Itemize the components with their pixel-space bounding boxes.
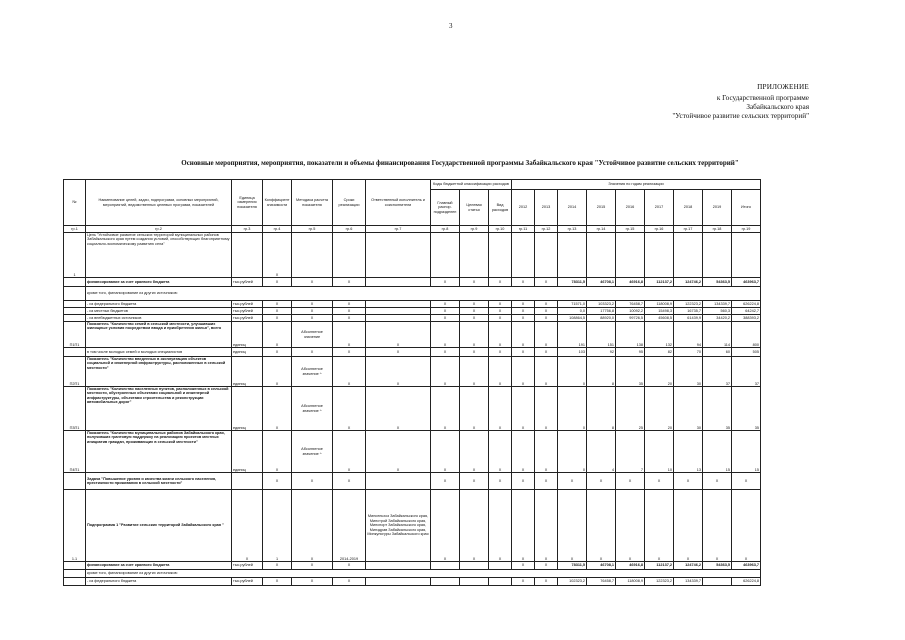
row-unit: тыс.рублей: [232, 578, 263, 586]
cell: Х: [489, 308, 512, 315]
cell: Х: [460, 473, 489, 490]
cell: 95: [616, 348, 645, 357]
cell: 78311,5: [558, 278, 587, 287]
col-number: гр.13: [558, 226, 587, 233]
cell: 463963,7: [732, 278, 761, 287]
col-number: гр.1: [64, 226, 86, 233]
header-year-2013: 2013: [535, 190, 558, 226]
cell: Х: [489, 431, 512, 473]
cell: 35: [616, 357, 645, 387]
cell: Х: [512, 301, 535, 308]
row-label: кроме того, финансирование из других источников:: [86, 570, 761, 578]
cell: Х: [512, 562, 535, 570]
cell: 37: [703, 357, 732, 387]
cell: Х: [431, 473, 460, 490]
cell: Х: [489, 357, 512, 387]
cell: 46708,1: [587, 562, 616, 570]
document-title: Основные мероприятия, мероприятия, показатели и объемы финансирования Государственной программы Забайкальского края "Устойчивое развитие сельских территорий": [181, 159, 739, 167]
cell: Х: [333, 357, 366, 387]
cell: 4: [587, 431, 616, 473]
cell: 46916,8: [616, 278, 645, 287]
indicator-num: П2П1: [64, 357, 86, 387]
table-row: [64, 301, 761, 308]
header-year-2018: 2018: [674, 190, 703, 226]
cell: 626224,8: [732, 301, 761, 308]
indicator-num: П1П1: [64, 322, 86, 348]
table-row: [64, 490, 761, 562]
cell: Х: [558, 490, 587, 562]
cell: Абсолютное значение ^: [292, 387, 333, 431]
goal-name: Цель "Устойчивое развитие сельских территорий муниципальных районов Забайкальского края путем создания условий, способствующих благоприятному социально-экономическому развитию села": [86, 233, 232, 278]
cell: Х: [535, 322, 558, 348]
row-unit: тыс.рублей: [232, 562, 263, 570]
cell: Х: [732, 490, 761, 562]
cell: Х: [489, 278, 512, 287]
cell: 0,0: [558, 308, 587, 315]
cell: Х: [512, 387, 535, 431]
cell: 151: [587, 322, 616, 348]
cell: Х: [333, 562, 366, 570]
cell: Х: [333, 578, 366, 586]
cell: Х: [292, 578, 333, 586]
cell: 0: [558, 357, 587, 387]
header-code-type: Вид расходов: [489, 190, 512, 226]
subprogram-num: 1.1: [64, 490, 86, 562]
task-name: Задача "Повышение уровня и качества жизни сельского населения, престижности проживания в сельской местности": [86, 473, 232, 490]
cell: 35: [732, 387, 761, 431]
table-row: [64, 562, 761, 570]
cell: 37: [732, 357, 761, 387]
col-number: гр.7: [366, 226, 431, 233]
cell: Х: [535, 490, 558, 562]
cell: 2014-2019: [333, 490, 366, 562]
cell: 505: [732, 348, 761, 357]
cell: Х: [535, 473, 558, 490]
cell: 15: [732, 431, 761, 473]
cell: Х: [460, 278, 489, 287]
cell: Х: [460, 348, 489, 357]
row-unit: тыс.рублей: [232, 315, 263, 322]
cell: 46708,1: [587, 278, 616, 287]
header-codes: Коды бюджетной классификации расходов: [431, 180, 512, 190]
cell: 46916,8: [616, 562, 645, 570]
header-years-group: Значения по годам реализации: [512, 180, 761, 190]
indicator-name: Показатель "Количество населенных пунктов, расположенных в сельской местности, обустроенных объектами социальной и инженерной инфраструктуры, объектами строительства и реконструкции автомобильных дорог": [86, 387, 232, 431]
header-total: Итого: [732, 190, 761, 226]
cell: 560,3: [703, 308, 732, 315]
col-number: гр.17: [674, 226, 703, 233]
cell: Х: [674, 473, 703, 490]
cell: Абсолютное значение: [292, 322, 333, 348]
cell: Х: [535, 308, 558, 315]
cell: 16735,7: [674, 308, 703, 315]
header-method: Методика расчета показателя: [292, 180, 333, 226]
cell: 15: [703, 431, 732, 473]
cell: Х: [616, 490, 645, 562]
cell: Х: [489, 301, 512, 308]
cell: Х: [535, 315, 558, 322]
col-number: гр.6: [333, 226, 366, 233]
cell: 134339,7: [674, 578, 703, 586]
cell: Х: [489, 490, 512, 562]
cell: Абсолютное значение ^: [292, 431, 333, 473]
table-row: [64, 387, 761, 431]
cell: Х: [587, 490, 616, 562]
cell: Х: [366, 431, 431, 473]
cell: Х: [460, 315, 489, 322]
cell: 103: [558, 348, 587, 357]
cell: Х: [431, 301, 460, 308]
cell: 99726,5: [616, 315, 645, 322]
cell: 103323,2: [587, 301, 616, 308]
cell: 60: [703, 348, 732, 357]
goal-num: 1: [64, 233, 86, 278]
cell: Х: [535, 348, 558, 357]
cell: 88920,0: [587, 315, 616, 322]
cell: Х: [732, 473, 761, 490]
cell: Х: [645, 473, 674, 490]
header-num: №: [64, 180, 86, 226]
cell: Х: [263, 301, 292, 308]
row-unit: единиц: [232, 348, 263, 357]
subprogram-name: Подпрограмма 1 "Развитие сельских территорий Забайкальского края ": [86, 490, 232, 562]
column-number-row: [64, 226, 761, 233]
row-label: - из местных бюджетов: [86, 308, 232, 315]
cell: 122323,2: [674, 301, 703, 308]
col-number: гр.18: [703, 226, 732, 233]
cell: Х: [489, 322, 512, 348]
cell: Х: [587, 473, 616, 490]
indicator-num: П4П1: [64, 431, 86, 473]
row-label: финансирование за счет краевого бюджета: [86, 278, 232, 287]
cell: Х: [535, 301, 558, 308]
table-row: [64, 431, 761, 473]
appendix-heading: ПРИЛОЖЕНИЕ: [757, 83, 809, 91]
table-row: [64, 233, 761, 278]
cell: Х: [333, 322, 366, 348]
table-row: [64, 322, 761, 348]
table-row: [64, 578, 761, 586]
cell: Х: [460, 490, 489, 562]
cell: 8: [587, 387, 616, 431]
row-label: - из федерального бюджета: [86, 578, 232, 586]
cell: Х: [512, 473, 535, 490]
cell: Х: [512, 315, 535, 322]
cell: 102323,2: [558, 578, 587, 586]
cell: Х: [333, 473, 366, 490]
cell: Х: [460, 387, 489, 431]
cell: 13: [674, 431, 703, 473]
header-year-2015: 2015: [587, 190, 616, 226]
cell: 0: [558, 387, 587, 431]
cell: Х: [460, 301, 489, 308]
cell: Х: [366, 357, 431, 387]
row-unit: тыс.рублей: [232, 278, 263, 287]
cell: Х: [333, 315, 366, 322]
cell: 122323,2: [645, 578, 674, 586]
cell: Х: [460, 308, 489, 315]
cell: 82: [645, 348, 674, 357]
header-unit: Единица измерения показателя: [232, 180, 263, 226]
cell: Х: [703, 473, 732, 490]
cell: Х: [263, 357, 292, 387]
cell: 191: [558, 322, 587, 348]
cell: 388393,2: [732, 315, 761, 322]
cell: Х: [674, 490, 703, 562]
indicator-num: П3П1: [64, 387, 86, 431]
cell: 71571,0: [558, 301, 587, 308]
indicator-name: Показатель "Количество муниципальных районов Забайкальского края, получивших грантовую поддержку на реализацию проектов местных инициатив граждан, проживающих в сельской местности": [86, 431, 232, 473]
cell: 17756,8: [587, 308, 616, 315]
cell: 20: [645, 357, 674, 387]
row-unit: единиц: [232, 357, 263, 387]
appendix-line-3: "Устойчивое развитие сельских территорий": [672, 112, 809, 120]
cell: 54363,5: [703, 278, 732, 287]
cell: Х: [263, 308, 292, 315]
cell: Х: [431, 322, 460, 348]
cell: Х: [263, 387, 292, 431]
cell: 61439,9: [674, 315, 703, 322]
cell: 45608,5: [645, 315, 674, 322]
row-unit: тыс.рублей: [232, 308, 263, 315]
cell: 114: [703, 322, 732, 348]
cell: 10: [645, 431, 674, 473]
cell: Х: [263, 322, 292, 348]
cell: 76458,7: [587, 578, 616, 586]
cell: 118008,9: [645, 301, 674, 308]
row-label: кроме того, финансирование из других источников:: [86, 287, 761, 301]
row-label: финансирование за счет краевого бюджета: [86, 562, 232, 570]
cell: 15498,3: [645, 308, 674, 315]
col-number: гр.9: [460, 226, 489, 233]
header-year-2012: 2012: [512, 190, 535, 226]
table-row: [64, 287, 761, 301]
cell: Х: [616, 473, 645, 490]
cell: 76458,7: [616, 301, 645, 308]
col-number: гр.2: [86, 226, 232, 233]
col-number: гр.19: [732, 226, 761, 233]
cell: 35: [703, 387, 732, 431]
cell: 800: [732, 322, 761, 348]
cell: 1: [263, 490, 292, 562]
header-code-main: Главный распор. подразделен: [431, 190, 460, 226]
header-year-2019: 2019: [703, 190, 732, 226]
header-year-2017: 2017: [645, 190, 674, 226]
cell: Х: [292, 490, 333, 562]
cell: 25: [616, 387, 645, 431]
cell: 30: [674, 357, 703, 387]
cell: 78311,5: [558, 562, 587, 570]
cell: Х: [535, 578, 558, 586]
cell: Х: [263, 431, 292, 473]
cell: Х: [431, 357, 460, 387]
cell: 70: [674, 348, 703, 357]
table-row: [64, 570, 761, 578]
cell: 124746,2: [674, 562, 703, 570]
cell: Х: [292, 348, 333, 357]
cell: 7: [616, 431, 645, 473]
header-term: Сроки реализации: [333, 180, 366, 226]
table-row: [64, 357, 761, 387]
row-label: в том числе молодых семей и молодых специалистов: [86, 348, 232, 357]
cell: Х: [460, 322, 489, 348]
col-number: гр.14: [587, 226, 616, 233]
col-number: гр.8: [431, 226, 460, 233]
col-number: гр.4: [263, 226, 292, 233]
cell: Х: [333, 278, 366, 287]
cell: 134339,7: [703, 301, 732, 308]
table-row: [64, 348, 761, 357]
cell: Х: [431, 315, 460, 322]
cell: Х: [512, 490, 535, 562]
cell: 92: [587, 348, 616, 357]
cell: 112137,2: [645, 278, 674, 287]
header-year-2014: 2014: [558, 190, 587, 226]
cell: 112137,2: [645, 562, 674, 570]
cell: 94: [674, 322, 703, 348]
cell: 0: [558, 431, 587, 473]
cell: Х: [263, 315, 292, 322]
page-number: 3: [449, 22, 453, 30]
cell: Х: [431, 387, 460, 431]
cell: Х: [431, 348, 460, 357]
cell: Х: [292, 278, 333, 287]
cell: Х: [460, 357, 489, 387]
cell: Х: [263, 278, 292, 287]
cell: 20: [645, 387, 674, 431]
cell: Х: [512, 431, 535, 473]
cell: 118008,9: [616, 578, 645, 586]
col-number: гр.16: [645, 226, 674, 233]
cell: Х: [292, 308, 333, 315]
cell: Х: [333, 387, 366, 431]
cell: Х: [489, 387, 512, 431]
cell: Х: [366, 322, 431, 348]
appendix-line-1: к Государственной программе: [716, 94, 809, 102]
col-number: гр.10: [489, 226, 512, 233]
cell: 64242,7: [732, 308, 761, 315]
col-number: гр.5: [292, 226, 333, 233]
header-coef: Коэффициент значимости: [263, 180, 292, 226]
cell: Х: [512, 357, 535, 387]
cell: 108864,5: [558, 315, 587, 322]
cell: Х: [292, 562, 333, 570]
cell: Х: [489, 348, 512, 357]
cell: Х: [333, 431, 366, 473]
cell: Х: [431, 490, 460, 562]
cell: Х: [333, 348, 366, 357]
row-unit: единиц: [232, 387, 263, 431]
cell: Х: [292, 301, 333, 308]
cell: 124746,2: [674, 278, 703, 287]
cell: Х: [366, 387, 431, 431]
cell: 10092,2: [616, 308, 645, 315]
cell: Х: [512, 578, 535, 586]
cell: Х: [535, 357, 558, 387]
cell: 132: [645, 322, 674, 348]
table-row: [64, 473, 761, 490]
cell: Х: [263, 578, 292, 586]
indicator-name: Показатель "Количество семей в сельской местности, улучшивших жилищные условия посредством ввода и приобретения жилья", всего: [86, 322, 232, 348]
cell: Х: [512, 278, 535, 287]
cell: [703, 578, 732, 586]
cell: Х: [263, 473, 292, 490]
cell: Х: [292, 473, 333, 490]
table-row: [64, 308, 761, 315]
cell: Х: [535, 431, 558, 473]
row-unit: единиц: [232, 431, 263, 473]
cell: Х: [460, 431, 489, 473]
cell: 138: [616, 322, 645, 348]
cell: Х: [512, 348, 535, 357]
subprogram-executors: Минсельхоз Забайкальского края, Минстрой Забайкальского края, Минспорт Забайкальского края, Минздрав Забайкальского края, Минкультуры Забайкальского края: [366, 490, 431, 562]
goal-coef: Х: [263, 233, 292, 278]
appendix-line-2: Забайкальского края: [746, 103, 809, 111]
col-number: гр.15: [616, 226, 645, 233]
row-label: - из внебюджетных источников: [86, 315, 232, 322]
cell: Х: [535, 278, 558, 287]
cell: Х: [558, 473, 587, 490]
cell: Х: [535, 387, 558, 431]
col-number: гр.12: [535, 226, 558, 233]
cell: Х: [366, 348, 431, 357]
cell: Х: [431, 278, 460, 287]
table-row: [64, 278, 761, 287]
cell: 626224,8: [732, 578, 761, 586]
cell: 54363,5: [703, 562, 732, 570]
cell: Х: [645, 490, 674, 562]
cell: Х: [431, 308, 460, 315]
header-code-article: Целевая статья: [460, 190, 489, 226]
cell: Х: [333, 308, 366, 315]
cell: Х: [535, 562, 558, 570]
row-unit: единиц: [232, 322, 263, 348]
cell: 34420,2: [703, 315, 732, 322]
header-name: Наименование целей, задач, подпрограмм, основных мероприятий, мероприятий, ведомственных целевых программ, показателей: [86, 180, 232, 226]
cell: Х: [292, 315, 333, 322]
col-number: гр.3: [232, 226, 263, 233]
cell: 30: [674, 387, 703, 431]
cell: 463963,7: [732, 562, 761, 570]
cell: Х: [263, 562, 292, 570]
cell: Х: [703, 490, 732, 562]
program-table: [63, 179, 761, 586]
row-label: - из федерального бюджета: [86, 301, 232, 308]
header-year-2016: 2016: [616, 190, 645, 226]
cell: Х: [489, 473, 512, 490]
appendix-block: [672, 83, 809, 121]
cell: Х: [431, 431, 460, 473]
cell: Х: [489, 315, 512, 322]
cell: Х: [512, 308, 535, 315]
indicator-name: Показатель "Количество введенных в эксплуатацию объектов социальной и инженерной инфраструктуры, расположенных в сельской местности": [86, 357, 232, 387]
cell: 8: [587, 357, 616, 387]
cell: Абсолютное значение ^: [292, 357, 333, 387]
cell: Х: [232, 490, 263, 562]
row-unit: тыс.рублей: [232, 301, 263, 308]
col-number: гр.11: [512, 226, 535, 233]
table-row: [64, 315, 761, 322]
cell: Х: [263, 348, 292, 357]
cell: Х: [333, 301, 366, 308]
header-exec: Ответственный исполнитель и соисполнители: [366, 180, 431, 226]
cell: Х: [512, 322, 535, 348]
